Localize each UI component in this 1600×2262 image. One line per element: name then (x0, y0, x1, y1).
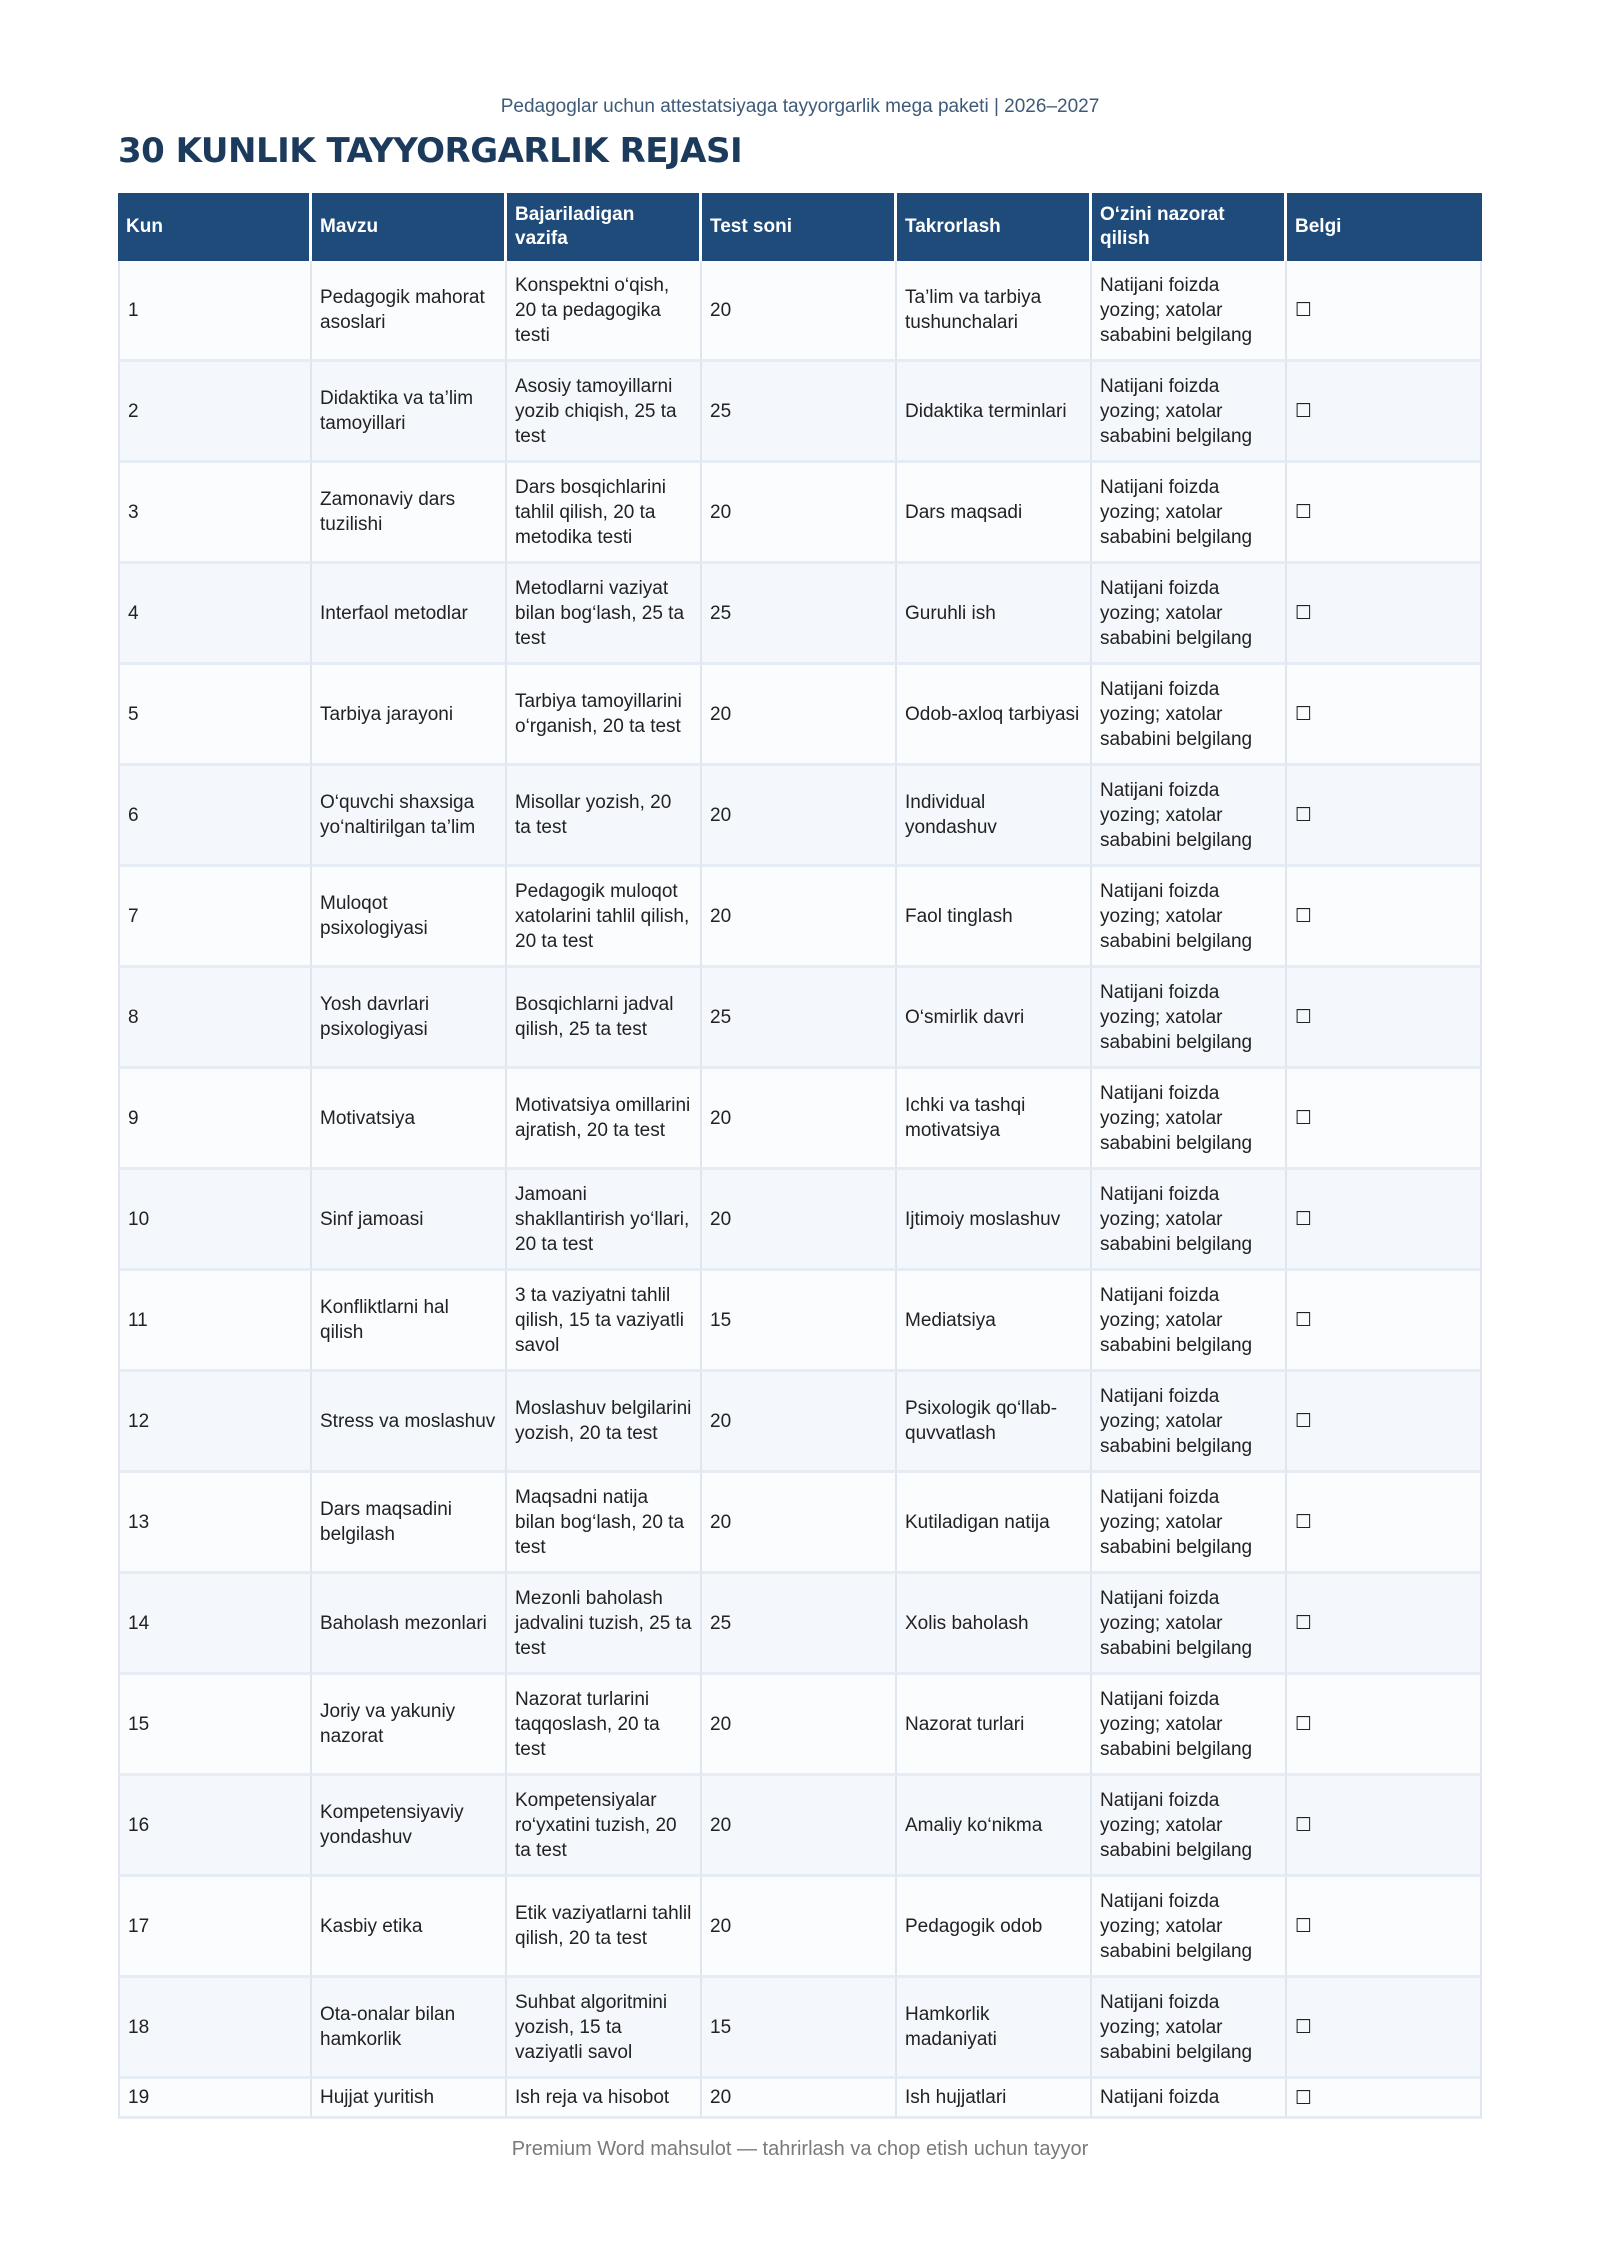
cell-mavzu: Tarbiya jarayoni (312, 665, 507, 766)
table-row (118, 1069, 1482, 1170)
cell-takrorlash: Kutiladigan natija (897, 1473, 1092, 1574)
cell-takrorlash: Mediatsiya (897, 1271, 1092, 1372)
cell-test-soni: 20 (702, 1170, 897, 1271)
column-header-belgi: Belgi (1287, 193, 1482, 261)
checkbox-belgi[interactable]: ☐ (1287, 1978, 1482, 2079)
table-row (118, 766, 1482, 867)
table-body (118, 261, 1482, 2119)
table-row (118, 1271, 1482, 1372)
cell-nazorat: Natijani foizda yozing; xatolar sababini belgilang (1092, 362, 1287, 463)
checkbox-belgi[interactable]: ☐ (1287, 261, 1482, 362)
checkbox-belgi[interactable]: ☐ (1287, 968, 1482, 1069)
cell-kun: 12 (118, 1372, 312, 1473)
column-header-vazifa: Bajariladigan vazifa (507, 193, 702, 261)
cell-test-soni: 20 (702, 261, 897, 362)
cell-takrorlash: Hamkorlik madaniyati (897, 1978, 1092, 2079)
cell-takrorlash: Odob-axloq tarbiyasi (897, 665, 1092, 766)
cell-nazorat: Natijani foizda (1092, 2079, 1287, 2119)
cell-takrorlash: Ijtimoiy moslashuv (897, 1170, 1092, 1271)
cell-test-soni: 25 (702, 968, 897, 1069)
cell-kun: 2 (118, 362, 312, 463)
column-header-nazorat: O‘zini nazorat qilish (1092, 193, 1287, 261)
cell-mavzu: Joriy va yakuniy nazorat (312, 1675, 507, 1776)
cell-nazorat: Natijani foizda yozing; xatolar sababini belgilang (1092, 463, 1287, 564)
document-page (118, 92, 1482, 2109)
cell-vazifa: Mezonli baholash jadvalini tuzish, 25 ta test (507, 1574, 702, 1675)
cell-test-soni: 20 (702, 867, 897, 968)
cell-nazorat: Natijani foizda yozing; xatolar sababini belgilang (1092, 968, 1287, 1069)
document-footer: Premium Word mahsulot — tahrirlash va chop etish uchun tayyor (511, 2138, 1089, 2160)
table-row (118, 1978, 1482, 2079)
cell-test-soni: 15 (702, 1271, 897, 1372)
cell-nazorat: Natijani foizda yozing; xatolar sababini belgilang (1092, 1069, 1287, 1170)
cell-vazifa: Jamoani shakllantirish yo‘llari, 20 ta test (507, 1170, 702, 1271)
table-row (118, 1877, 1482, 1978)
checkbox-belgi[interactable]: ☐ (1287, 1776, 1482, 1877)
cell-mavzu: Hujjat yuritish (312, 2079, 507, 2119)
table-row (118, 1473, 1482, 1574)
cell-takrorlash: Pedagogik odob (897, 1877, 1092, 1978)
cell-test-soni: 25 (702, 564, 897, 665)
cell-kun: 5 (118, 665, 312, 766)
cell-nazorat: Natijani foizda yozing; xatolar sababini belgilang (1092, 1170, 1287, 1271)
cell-nazorat: Natijani foizda yozing; xatolar sababini belgilang (1092, 1877, 1287, 1978)
checkbox-belgi[interactable]: ☐ (1287, 564, 1482, 665)
cell-nazorat: Natijani foizda yozing; xatolar sababini belgilang (1092, 1776, 1287, 1877)
checkbox-belgi[interactable]: ☐ (1287, 766, 1482, 867)
cell-kun: 16 (118, 1776, 312, 1877)
checkbox-belgi[interactable]: ☐ (1287, 1170, 1482, 1271)
cell-kun: 17 (118, 1877, 312, 1978)
cell-vazifa: Bosqichlarni jadval qilish, 25 ta test (507, 968, 702, 1069)
cell-nazorat: Natijani foizda yozing; xatolar sababini belgilang (1092, 261, 1287, 362)
cell-vazifa: Tarbiya tamoyillarini o‘rganish, 20 ta test (507, 665, 702, 766)
plan-table (118, 193, 1482, 2119)
cell-vazifa: Kompetensiyalar ro‘yxatini tuzish, 20 ta test (507, 1776, 702, 1877)
cell-kun: 6 (118, 766, 312, 867)
table-row (118, 665, 1482, 766)
cell-vazifa: Ish reja va hisobot (507, 2079, 702, 2119)
table-row (118, 1675, 1482, 1776)
cell-mavzu: Stress va moslashuv (312, 1372, 507, 1473)
cell-test-soni: 20 (702, 2079, 897, 2119)
table-row (118, 362, 1482, 463)
cell-nazorat: Natijani foizda yozing; xatolar sababini belgilang (1092, 1675, 1287, 1776)
cell-vazifa: Metodlarni vaziyat bilan bog‘lash, 25 ta test (507, 564, 702, 665)
cell-vazifa: Maqsadni natija bilan bog‘lash, 20 ta test (507, 1473, 702, 1574)
table-row (118, 1574, 1482, 1675)
cell-vazifa: Nazorat turlarini taqqoslash, 20 ta test (507, 1675, 702, 1776)
cell-takrorlash: Amaliy ko‘nikma (897, 1776, 1092, 1877)
cell-vazifa: Etik vaziyatlarni tahlil qilish, 20 ta test (507, 1877, 702, 1978)
table-header-row (118, 193, 1482, 261)
cell-nazorat: Natijani foizda yozing; xatolar sababini belgilang (1092, 665, 1287, 766)
cell-vazifa: Motivatsiya omillarini ajratish, 20 ta test (507, 1069, 702, 1170)
cell-vazifa: Konspektni o‘qish, 20 ta pedagogika testi (507, 261, 702, 362)
cell-test-soni: 20 (702, 1372, 897, 1473)
cell-takrorlash: Ish hujjatlari (897, 2079, 1092, 2119)
cell-kun: 9 (118, 1069, 312, 1170)
checkbox-belgi[interactable]: ☐ (1287, 463, 1482, 564)
cell-test-soni: 15 (702, 1978, 897, 2079)
checkbox-belgi[interactable]: ☐ (1287, 1271, 1482, 1372)
cell-nazorat: Natijani foizda yozing; xatolar sababini belgilang (1092, 867, 1287, 968)
column-header-kun: Kun (118, 193, 312, 261)
cell-test-soni: 20 (702, 1776, 897, 1877)
cell-kun: 15 (118, 1675, 312, 1776)
page-title: 30 KUNLIK TAYYORGARLIK REJASI (118, 131, 743, 171)
cell-test-soni: 20 (702, 1473, 897, 1574)
cell-nazorat: Natijani foizda yozing; xatolar sababini belgilang (1092, 1574, 1287, 1675)
cell-mavzu: Didaktika va ta’lim tamoyillari (312, 362, 507, 463)
table-row (118, 261, 1482, 362)
cell-mavzu: Dars maqsadini belgilash (312, 1473, 507, 1574)
checkbox-belgi[interactable]: ☐ (1287, 1574, 1482, 1675)
column-header-mavzu: Mavzu (312, 193, 507, 261)
cell-vazifa: Dars bosqichlarini tahlil qilish, 20 ta metodika testi (507, 463, 702, 564)
cell-nazorat: Natijani foizda yozing; xatolar sababini belgilang (1092, 564, 1287, 665)
cell-test-soni: 20 (702, 1069, 897, 1170)
column-header-test-soni: Test soni (702, 193, 897, 261)
cell-kun: 19 (118, 2079, 312, 2119)
cell-mavzu: Baholash mezonlari (312, 1574, 507, 1675)
cell-kun: 11 (118, 1271, 312, 1372)
checkbox-belgi[interactable]: ☐ (1287, 1372, 1482, 1473)
cell-mavzu: Motivatsiya (312, 1069, 507, 1170)
cell-vazifa: Asosiy tamoyillarni yozib chiqish, 25 ta test (507, 362, 702, 463)
cell-takrorlash: Guruhli ish (897, 564, 1092, 665)
checkbox-belgi[interactable]: ☐ (1287, 362, 1482, 463)
cell-mavzu: Interfaol metodlar (312, 564, 507, 665)
cell-test-soni: 20 (702, 665, 897, 766)
cell-kun: 13 (118, 1473, 312, 1574)
table-row (118, 2079, 1482, 2119)
table-row (118, 1170, 1482, 1271)
cell-kun: 1 (118, 261, 312, 362)
cell-nazorat: Natijani foizda yozing; xatolar sababini belgilang (1092, 1473, 1287, 1574)
cell-mavzu: Konfliktlarni hal qilish (312, 1271, 507, 1372)
checkbox-belgi[interactable]: ☐ (1287, 665, 1482, 766)
cell-takrorlash: Ta’lim va tarbiya tushunchalari (897, 261, 1092, 362)
cell-mavzu: Ota-onalar bilan hamkorlik (312, 1978, 507, 2079)
cell-kun: 18 (118, 1978, 312, 2079)
cell-vazifa: Pedagogik muloqot xatolarini tahlil qilish, 20 ta test (507, 867, 702, 968)
table-row (118, 1372, 1482, 1473)
cell-mavzu: Yosh davrlari psixologiyasi (312, 968, 507, 1069)
cell-takrorlash: Dars maqsadi (897, 463, 1092, 564)
cell-test-soni: 20 (702, 766, 897, 867)
cell-vazifa: Suhbat algoritmini yozish, 15 ta vaziyatli savol (507, 1978, 702, 2079)
cell-takrorlash: Psixologik qo‘llab-quvvatlash (897, 1372, 1092, 1473)
cell-test-soni: 20 (702, 1877, 897, 1978)
cell-test-soni: 20 (702, 463, 897, 564)
cell-kun: 4 (118, 564, 312, 665)
cell-test-soni: 20 (702, 1675, 897, 1776)
checkbox-belgi[interactable]: ☐ (1287, 1069, 1482, 1170)
cell-vazifa: Moslashuv belgilarini yozish, 20 ta test (507, 1372, 702, 1473)
checkbox-belgi[interactable]: ☐ (1287, 2079, 1482, 2119)
checkbox-belgi[interactable]: ☐ (1287, 1877, 1482, 1978)
document-header: Pedagoglar uchun attestatsiyaga tayyorgarlik mega paketi | 2026–2027 (500, 96, 1100, 117)
cell-vazifa: Misollar yozish, 20 ta test (507, 766, 702, 867)
cell-takrorlash: O‘smirlik davri (897, 968, 1092, 1069)
cell-takrorlash: Ichki va tashqi motivatsiya (897, 1069, 1092, 1170)
checkbox-belgi[interactable]: ☐ (1287, 1675, 1482, 1776)
cell-mavzu: Kasbiy etika (312, 1877, 507, 1978)
cell-kun: 3 (118, 463, 312, 564)
cell-kun: 8 (118, 968, 312, 1069)
table-row (118, 867, 1482, 968)
table-row (118, 1776, 1482, 1877)
cell-mavzu: Pedagogik mahorat asoslari (312, 261, 507, 362)
table-row (118, 564, 1482, 665)
column-header-takrorlash: Takrorlash (897, 193, 1092, 261)
cell-nazorat: Natijani foizda yozing; xatolar sababini belgilang (1092, 1271, 1287, 1372)
cell-mavzu: Muloqot psixologiyasi (312, 867, 507, 968)
cell-nazorat: Natijani foizda yozing; xatolar sababini belgilang (1092, 1372, 1287, 1473)
cell-mavzu: Zamonaviy dars tuzilishi (312, 463, 507, 564)
cell-nazorat: Natijani foizda yozing; xatolar sababini belgilang (1092, 766, 1287, 867)
cell-kun: 14 (118, 1574, 312, 1675)
cell-takrorlash: Xolis baholash (897, 1574, 1092, 1675)
checkbox-belgi[interactable]: ☐ (1287, 867, 1482, 968)
cell-takrorlash: Individual yondashuv (897, 766, 1092, 867)
cell-test-soni: 25 (702, 1574, 897, 1675)
cell-mavzu: Sinf jamoasi (312, 1170, 507, 1271)
cell-takrorlash: Didaktika terminlari (897, 362, 1092, 463)
cell-mavzu: O‘quvchi shaxsiga yo‘naltirilgan ta’lim (312, 766, 507, 867)
table-row (118, 463, 1482, 564)
cell-kun: 7 (118, 867, 312, 968)
cell-takrorlash: Nazorat turlari (897, 1675, 1092, 1776)
cell-takrorlash: Faol tinglash (897, 867, 1092, 968)
cell-kun: 10 (118, 1170, 312, 1271)
cell-nazorat: Natijani foizda yozing; xatolar sababini belgilang (1092, 1978, 1287, 2079)
checkbox-belgi[interactable]: ☐ (1287, 1473, 1482, 1574)
cell-vazifa: 3 ta vaziyatni tahlil qilish, 15 ta vaziyatli savol (507, 1271, 702, 1372)
cell-test-soni: 25 (702, 362, 897, 463)
cell-mavzu: Kompetensiyaviy yondashuv (312, 1776, 507, 1877)
table-row (118, 968, 1482, 1069)
